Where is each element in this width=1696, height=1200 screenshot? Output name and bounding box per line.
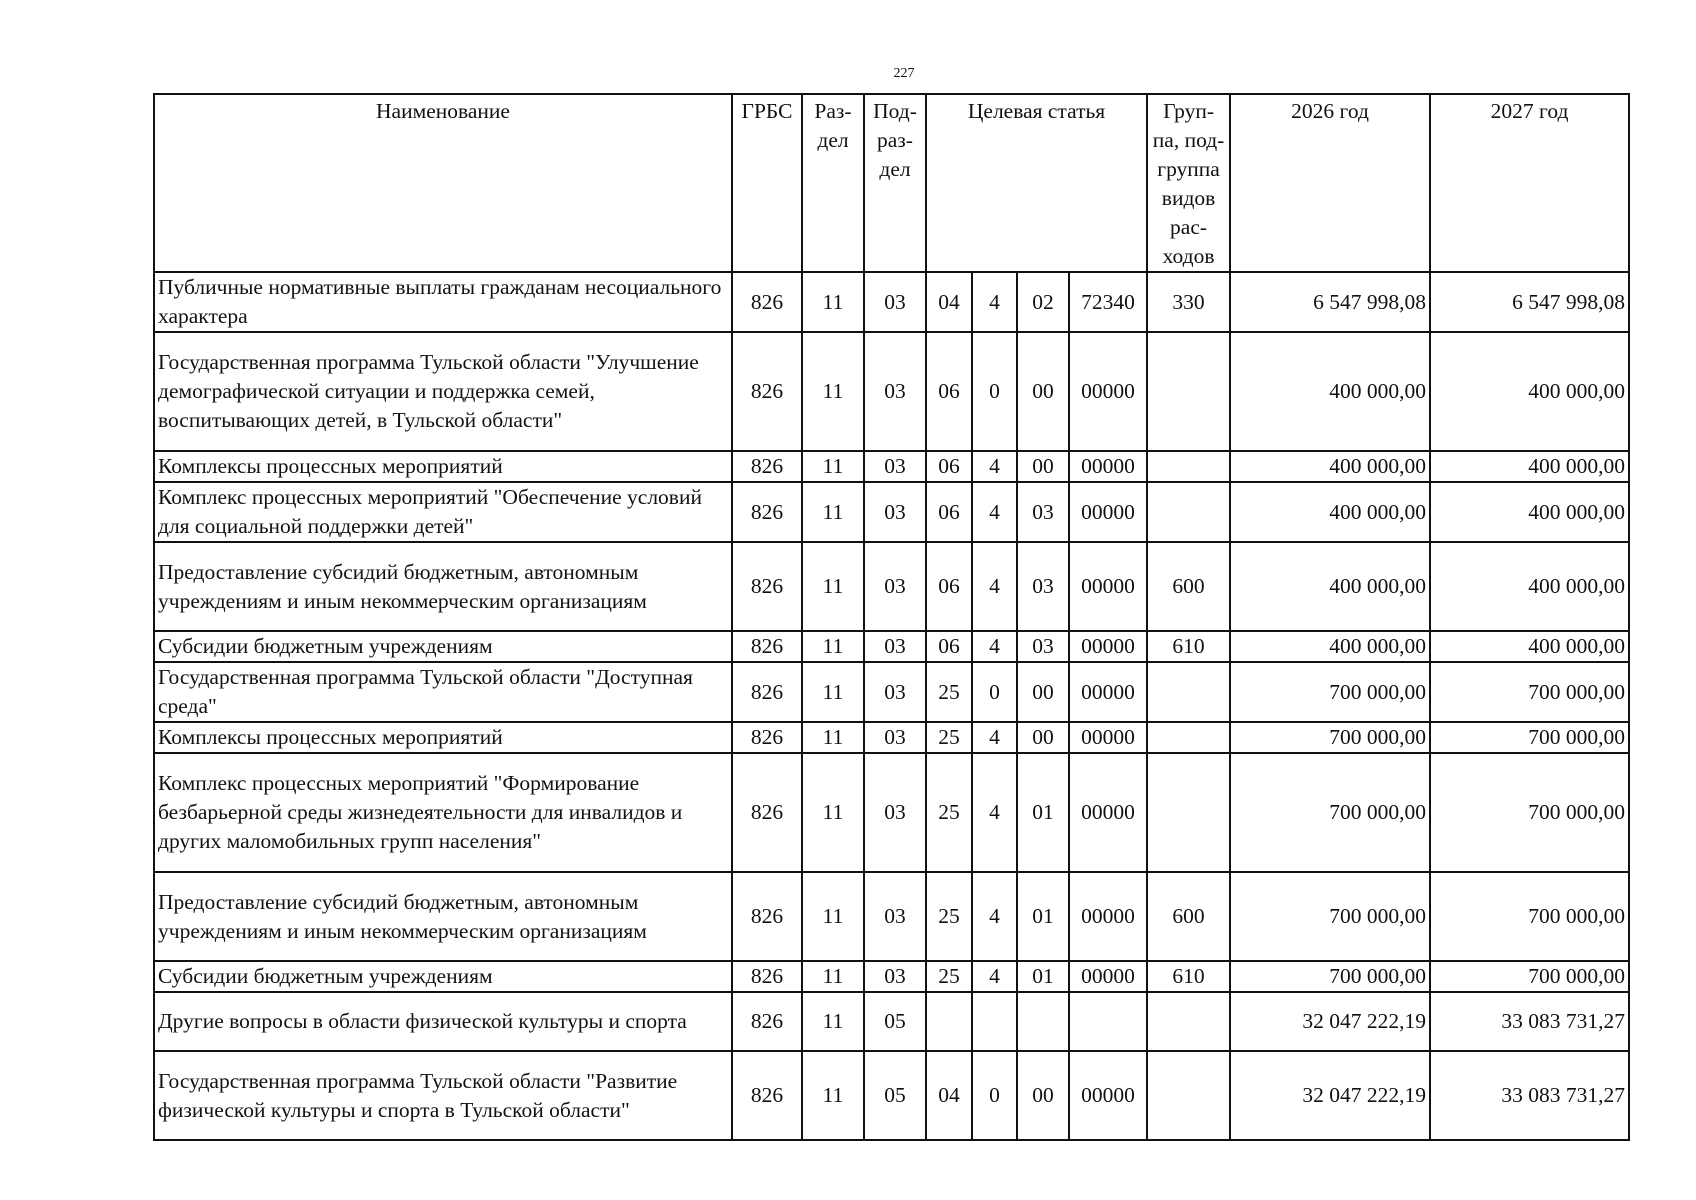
table-row [154, 272, 1629, 332]
amount-2026: 32 047 222,19 [1230, 1051, 1430, 1140]
amount-2027: 700 000,00 [1430, 961, 1629, 992]
grbs-code: 826 [732, 992, 802, 1051]
target-type: 4 [972, 482, 1017, 542]
target-subprogram: 01 [1017, 961, 1069, 992]
target-program: 25 [926, 753, 972, 872]
target-subprogram: 00 [1017, 662, 1069, 722]
header-expense-group: Груп- па, под- группа видов рас- ходов [1147, 94, 1230, 272]
target-type: 0 [972, 1051, 1017, 1140]
razdel-code: 11 [802, 872, 864, 961]
row-name: Комплекс процессных мероприятий "Формирование безбарьерной среды жизнедеятельности для инвалидов и других маломобильных групп населения" [154, 753, 732, 872]
target-type: 4 [972, 631, 1017, 662]
grbs-code: 826 [732, 631, 802, 662]
amount-2026: 400 000,00 [1230, 631, 1430, 662]
amount-2026: 400 000,00 [1230, 482, 1430, 542]
table-row [154, 451, 1629, 482]
target-program: 25 [926, 961, 972, 992]
target-direction: 00000 [1069, 961, 1147, 992]
amount-2026: 400 000,00 [1230, 451, 1430, 482]
grbs-code: 826 [732, 722, 802, 753]
razdel-code: 11 [802, 482, 864, 542]
header-razdel: Раз- дел [802, 94, 864, 272]
target-program: 25 [926, 722, 972, 753]
row-name: Комплексы процессных мероприятий [154, 722, 732, 753]
razdel-code: 11 [802, 753, 864, 872]
row-name: Субсидии бюджетным учреждениям [154, 631, 732, 662]
amount-2027: 700 000,00 [1430, 872, 1629, 961]
podrazdel-code: 03 [864, 722, 926, 753]
table-row [154, 722, 1629, 753]
razdel-code: 11 [802, 451, 864, 482]
target-type: 4 [972, 753, 1017, 872]
header-grbs: ГРБС [732, 94, 802, 272]
amount-2027: 33 083 731,27 [1430, 1051, 1629, 1140]
grbs-code: 826 [732, 332, 802, 451]
grbs-code: 826 [732, 451, 802, 482]
target-subprogram: 00 [1017, 1051, 1069, 1140]
row-name: Другие вопросы в области физической культуры и спорта [154, 992, 732, 1051]
amount-2026: 400 000,00 [1230, 542, 1430, 631]
target-direction: 00000 [1069, 753, 1147, 872]
header-year-2026: 2026 год [1230, 94, 1430, 272]
target-program: 06 [926, 631, 972, 662]
amount-2026: 700 000,00 [1230, 722, 1430, 753]
budget-table [153, 93, 1630, 1141]
target-program: 25 [926, 872, 972, 961]
table-row [154, 332, 1629, 451]
amount-2026: 700 000,00 [1230, 872, 1430, 961]
amount-2027: 400 000,00 [1430, 482, 1629, 542]
expense-group-code: 600 [1147, 872, 1230, 961]
razdel-code: 11 [802, 722, 864, 753]
expense-group-code: 600 [1147, 542, 1230, 631]
row-name: Государственная программа Тульской области "Доступная среда" [154, 662, 732, 722]
expense-group-code: 610 [1147, 961, 1230, 992]
row-name: Публичные нормативные выплаты гражданам несоциального характера [154, 272, 732, 332]
target-program [926, 992, 972, 1051]
expense-group-code [1147, 332, 1230, 451]
target-direction: 72340 [1069, 272, 1147, 332]
table-row [154, 662, 1629, 722]
podrazdel-code: 05 [864, 1051, 926, 1140]
podrazdel-code: 03 [864, 332, 926, 451]
target-type: 4 [972, 451, 1017, 482]
target-subprogram: 03 [1017, 542, 1069, 631]
amount-2027: 700 000,00 [1430, 662, 1629, 722]
header-name: Наименование [154, 94, 732, 272]
amount-2027: 400 000,00 [1430, 631, 1629, 662]
podrazdel-code: 03 [864, 662, 926, 722]
target-direction: 00000 [1069, 872, 1147, 961]
expense-group-code: 610 [1147, 631, 1230, 662]
table-row [154, 992, 1629, 1051]
podrazdel-code: 03 [864, 872, 926, 961]
amount-2027: 700 000,00 [1430, 722, 1629, 753]
razdel-code: 11 [802, 332, 864, 451]
amount-2027: 400 000,00 [1430, 542, 1629, 631]
target-direction: 00000 [1069, 1051, 1147, 1140]
target-direction [1069, 992, 1147, 1051]
amount-2026: 700 000,00 [1230, 961, 1430, 992]
podrazdel-code: 03 [864, 961, 926, 992]
grbs-code: 826 [732, 542, 802, 631]
amount-2026: 400 000,00 [1230, 332, 1430, 451]
row-name: Комплексы процессных мероприятий [154, 451, 732, 482]
target-program: 06 [926, 332, 972, 451]
grbs-code: 826 [732, 662, 802, 722]
amount-2027: 700 000,00 [1430, 753, 1629, 872]
target-subprogram: 01 [1017, 753, 1069, 872]
podrazdel-code: 03 [864, 542, 926, 631]
target-direction: 00000 [1069, 542, 1147, 631]
target-type [972, 992, 1017, 1051]
target-direction: 00000 [1069, 662, 1147, 722]
expense-group-code [1147, 722, 1230, 753]
table-header-row [154, 94, 1629, 272]
razdel-code: 11 [802, 992, 864, 1051]
razdel-code: 11 [802, 961, 864, 992]
table-row [154, 872, 1629, 961]
target-direction: 00000 [1069, 332, 1147, 451]
target-subprogram: 00 [1017, 451, 1069, 482]
target-subprogram: 02 [1017, 272, 1069, 332]
table-body [154, 272, 1629, 1140]
razdel-code: 11 [802, 542, 864, 631]
page-number: 227 [893, 66, 915, 81]
row-name: Государственная программа Тульской области "Улучшение демографической ситуации и поддержка семей, воспитывающих детей, в Тульской области" [154, 332, 732, 451]
table-row [154, 961, 1629, 992]
target-type: 4 [972, 272, 1017, 332]
amount-2027: 33 083 731,27 [1430, 992, 1629, 1051]
target-program: 25 [926, 662, 972, 722]
podrazdel-code: 03 [864, 451, 926, 482]
podrazdel-code: 03 [864, 272, 926, 332]
grbs-code: 826 [732, 753, 802, 872]
target-type: 4 [972, 722, 1017, 753]
expense-group-code [1147, 451, 1230, 482]
podrazdel-code: 03 [864, 631, 926, 662]
razdel-code: 11 [802, 1051, 864, 1140]
target-type: 4 [972, 872, 1017, 961]
grbs-code: 826 [732, 872, 802, 961]
expense-group-code [1147, 753, 1230, 872]
target-program: 06 [926, 542, 972, 631]
amount-2026: 700 000,00 [1230, 662, 1430, 722]
target-program: 06 [926, 451, 972, 482]
target-subprogram: 03 [1017, 482, 1069, 542]
razdel-code: 11 [802, 272, 864, 332]
amount-2027: 6 547 998,08 [1430, 272, 1629, 332]
target-subprogram [1017, 992, 1069, 1051]
header-podrazdel: Под- раз- дел [864, 94, 926, 272]
target-direction: 00000 [1069, 722, 1147, 753]
grbs-code: 826 [732, 482, 802, 542]
podrazdel-code: 05 [864, 992, 926, 1051]
table-row [154, 1051, 1629, 1140]
target-type: 0 [972, 332, 1017, 451]
target-type: 4 [972, 542, 1017, 631]
grbs-code: 826 [732, 961, 802, 992]
target-subprogram: 03 [1017, 631, 1069, 662]
target-program: 04 [926, 1051, 972, 1140]
amount-2026: 6 547 998,08 [1230, 272, 1430, 332]
row-name: Комплекс процессных мероприятий "Обеспечение условий для социальной поддержки детей" [154, 482, 732, 542]
expense-group-code [1147, 1051, 1230, 1140]
table-row [154, 542, 1629, 631]
target-direction: 00000 [1069, 451, 1147, 482]
row-name: Государственная программа Тульской области "Развитие физической культуры и спорта в Тульской области" [154, 1051, 732, 1140]
header-year-2027: 2027 год [1430, 94, 1629, 272]
header-target-article: Целевая статья [926, 94, 1147, 272]
expense-group-code [1147, 662, 1230, 722]
grbs-code: 826 [732, 272, 802, 332]
razdel-code: 11 [802, 631, 864, 662]
target-type: 4 [972, 961, 1017, 992]
expense-group-code [1147, 992, 1230, 1051]
podrazdel-code: 03 [864, 482, 926, 542]
amount-2027: 400 000,00 [1430, 332, 1629, 451]
table-row [154, 482, 1629, 542]
amount-2026: 32 047 222,19 [1230, 992, 1430, 1051]
row-name: Предоставление субсидий бюджетным, автономным учреждениям и иным некоммерческим организациям [154, 872, 732, 961]
target-program: 06 [926, 482, 972, 542]
amount-2026: 700 000,00 [1230, 753, 1430, 872]
target-type: 0 [972, 662, 1017, 722]
target-subprogram: 00 [1017, 332, 1069, 451]
target-program: 04 [926, 272, 972, 332]
expense-group-code [1147, 482, 1230, 542]
razdel-code: 11 [802, 662, 864, 722]
table-row [154, 631, 1629, 662]
target-subprogram: 01 [1017, 872, 1069, 961]
target-direction: 00000 [1069, 482, 1147, 542]
grbs-code: 826 [732, 1051, 802, 1140]
target-subprogram: 00 [1017, 722, 1069, 753]
amount-2027: 400 000,00 [1430, 451, 1629, 482]
table-row [154, 753, 1629, 872]
row-name: Предоставление субсидий бюджетным, автономным учреждениям и иным некоммерческим организациям [154, 542, 732, 631]
row-name: Субсидии бюджетным учреждениям [154, 961, 732, 992]
podrazdel-code: 03 [864, 753, 926, 872]
target-direction: 00000 [1069, 631, 1147, 662]
expense-group-code: 330 [1147, 272, 1230, 332]
